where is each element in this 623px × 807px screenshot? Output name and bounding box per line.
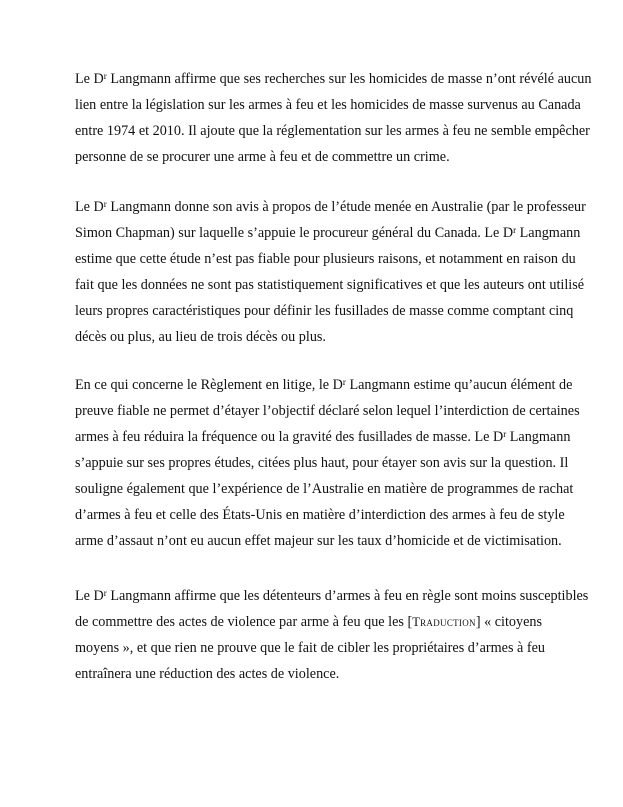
text-line: estime que cette étude n’est pas fiable pour plusieurs raisons, et notamment en raison du [75,251,576,267]
text-line [75,220,581,246]
superscript: r [342,377,346,387]
text-segment: armes à feu réduira la fréquence ou la gravité des fusillades de masse. Le D [75,429,504,445]
text-line [75,66,592,92]
superscript: r [103,588,107,598]
text-segment: de commettre des actes de violence par arme à feu que les [ [75,614,413,630]
text-line [75,372,573,398]
paragraph [75,66,592,170]
paragraph [75,583,589,687]
superscript: r [503,429,507,439]
paragraph [75,194,586,350]
text-segment: Langmann affirme que les détenteurs d’armes à feu en règle sont moins susceptibles [106,588,589,604]
text-line: personne de se procurer une arme à feu et de commettre un crime. [75,149,450,165]
text-line: d’armes à feu et celle des États-Unis en matière d’interdiction des armes à feu de style [75,507,565,523]
text-line: fait que les données ne sont pas statistiquement significatives et que les auteurs ont utilisé [75,277,585,293]
text-line: décès ou plus, au lieu de trois décès ou plus. [75,329,326,345]
text-line: moyens », et que rien ne prouve que le fait de cibler les propriétaires d’armes à feu [75,640,545,656]
text-line: s’appuie sur ses propres études, citées plus haut, pour étayer son avis sur la question. Il [75,455,569,471]
text-segment: Le D [75,199,104,215]
text-line: preuve fiable ne permet d’étayer l’objectif déclaré selon lequel l’interdiction de certaines [75,403,580,419]
text-line [75,194,586,220]
text-segment: Langmann estime qu’aucun élément de [345,377,573,393]
text-segment: Langmann donne son avis à propos de l’étude menée en Australie (par le professeur [106,199,586,215]
superscript: r [103,199,107,209]
text-segment: En ce qui concerne le Règlement en litige, le D [75,377,343,393]
text-line: lien entre la législation sur les armes à feu et les homicides de masse survenus au Canada [75,97,581,113]
small-caps-term: Traduction [412,615,476,629]
superscript: r [103,71,107,81]
text-line [75,609,555,635]
text-line: leurs propres caractéristiques pour définir les fusillades de masse comme comptant cinq [75,303,574,319]
text-line: entraînera une réduction des actes de violence. [75,666,340,682]
text-segment: Langmann [506,429,571,445]
text-segment: Langmann [516,225,581,241]
text-line: arme d’assaut n’ont eu aucun effet majeur sur les taux d’homicide et de victimisation. [75,533,562,549]
superscript: r [513,225,517,235]
text-segment: Simon Chapman) sur laquelle s’appuie le procureur général du Canada. Le D [75,225,514,241]
text-line: entre 1974 et 2010. Il ajoute que la réglementation sur les armes à feu ne semble empêcher [75,123,590,139]
text-line: souligne également que l’expérience de l’Australie en matière de programmes de rachat [75,481,574,497]
text-line [75,424,571,450]
text-segment: Le D [75,71,104,87]
paragraph [75,372,580,554]
text-segment: Le D [75,588,104,604]
text-segment: Langmann affirme que ses recherches sur les homicides de masse n’ont révélé aucun [106,71,592,87]
text-line [75,583,589,609]
text-segment: ] « citoyens [475,614,543,630]
